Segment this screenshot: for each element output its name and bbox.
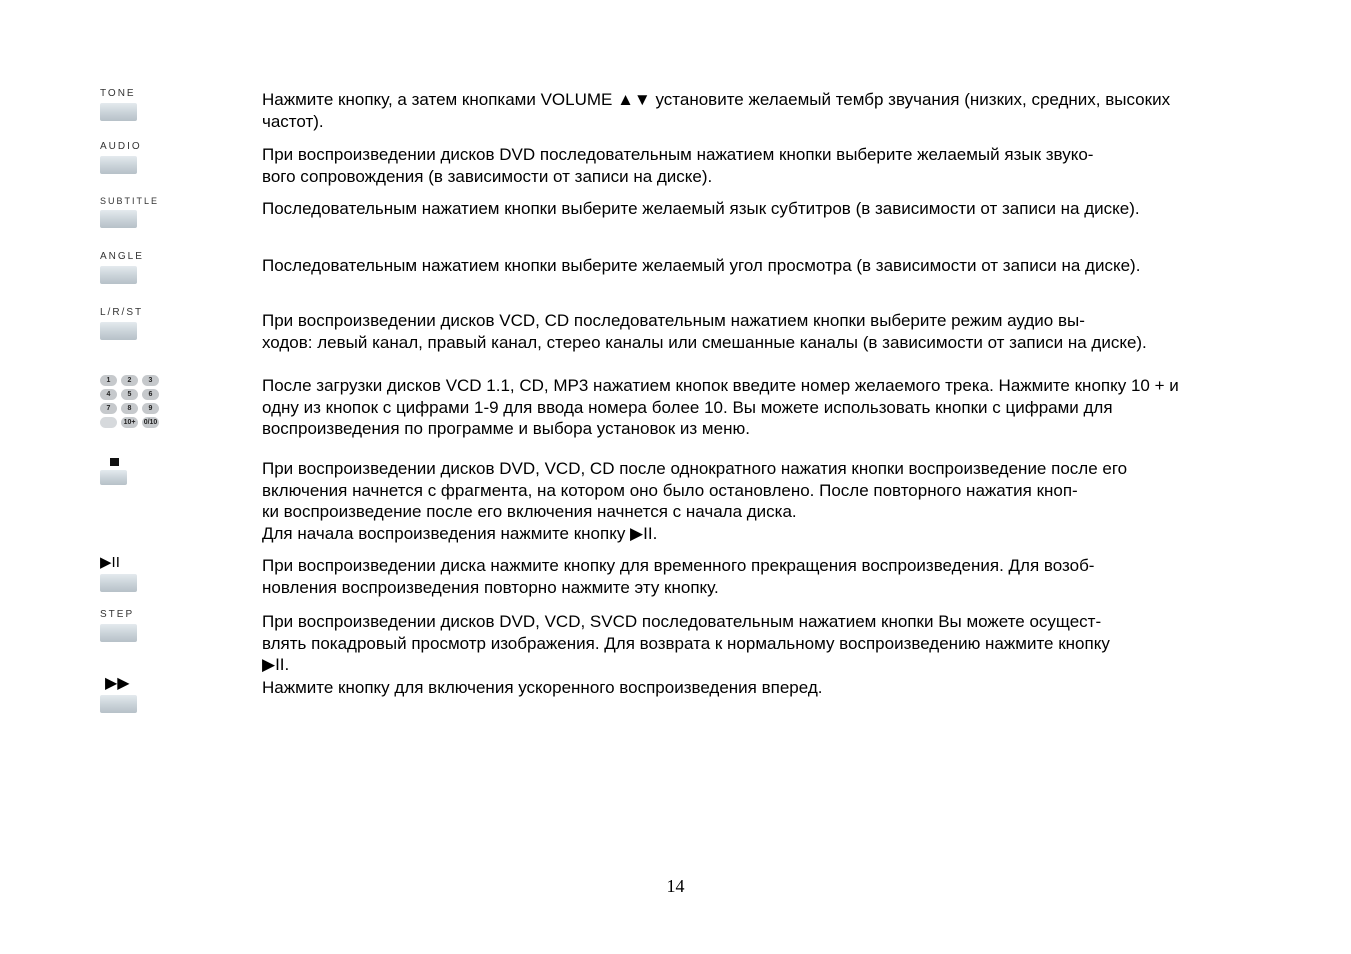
- angle-key-icon: [100, 266, 137, 284]
- key-0-10-icon: 0/10: [143, 419, 158, 426]
- step-description: При воспроизведении дисков DVD, VCD, SVCD последовательным нажатием кнопки Вы можете осущест- влять покадровый просмотр изображения. Для возврата к нормальному воспроизведению нажмите кнопку ▶II.: [262, 612, 1110, 674]
- page-number: 14: [666, 876, 685, 896]
- numeric-description: После загрузки дисков VCD 1.1, CD, MP3 нажатием кнопок введите номер желаемого трека. Нажмите кнопку 10 + и одну из кнопок с цифрами 1-9 для ввода номера более 10. Вы можете использовать кнопки с цифрами для воспроизведения по программе и выбора установок из меню.: [262, 376, 1179, 438]
- stop-icon: [110, 458, 119, 466]
- step-button-icon: [100, 609, 137, 642]
- lrst-caption: L/R/ST: [100, 307, 144, 318]
- key-3-icon: 3: [142, 375, 159, 386]
- key-2-icon: 2: [121, 375, 138, 386]
- play-pause-description: При воспроизведении диска нажмите кнопку для временного прекращения воспроизведения. Для возоб- новления воспроизведения повторно нажмите эту кнопку.: [262, 556, 1095, 597]
- lrst-key-icon: [100, 322, 137, 340]
- play-pause-icon: ▶II: [100, 554, 120, 571]
- step-key-icon: [100, 624, 137, 642]
- stop-button-icon: [100, 458, 127, 485]
- fast-forward-button-icon: [100, 676, 137, 713]
- numeric-keypad-icon: [100, 375, 162, 428]
- angle-description: Последовательным нажатием кнопки выберите желаемый угол просмотра (в зависимости от записи на диске).: [262, 256, 1141, 275]
- audio-button-icon: [100, 141, 142, 174]
- fast-forward-icon: ▶▶: [105, 675, 130, 692]
- key-8-icon: 8: [121, 403, 138, 414]
- subtitle-key-icon: [100, 210, 137, 228]
- key-7-icon: 7: [100, 403, 117, 414]
- tone-description: Нажмите кнопку, а затем кнопками VOLUME ▲▼ установите желаемый тембр звучания (низких, средних, высоких частот).: [262, 90, 1171, 131]
- key-blank-icon: [100, 417, 117, 428]
- angle-button-icon: [100, 251, 144, 284]
- lrst-description: При воспроизведении дисков VCD, CD последовательным нажатием кнопки выберите режим аудио вы- ходов: левый канал, правый канал, стерео каналы или смешанные каналы (в зависимости от записи на диске).: [262, 311, 1147, 352]
- fast-forward-key-icon: [100, 695, 137, 713]
- key-1-icon: 1: [100, 375, 117, 386]
- stop-key-icon: [100, 470, 127, 485]
- tone-key-icon: [100, 103, 137, 121]
- key-5-icon: 5: [121, 389, 138, 400]
- key-6-icon: 6: [142, 389, 159, 400]
- step-caption: STEP: [100, 609, 135, 620]
- subtitle-button-icon: [100, 195, 159, 228]
- key-10plus-icon: 10+: [121, 417, 138, 428]
- stop-description: При воспроизведении дисков DVD, VCD, CD после однократного нажатия кнопки воспроизведение после его включения начнется с фрагмента, на котором оно было остановлено. После повторного нажатия кноп- ки воспроизведение после его включения начнется с начала диска. Для начала воспроизведения нажмите кнопку ▶II.: [262, 459, 1128, 543]
- play-pause-button-icon: [100, 555, 137, 592]
- subtitle-description: Последовательным нажатием кнопки выберите желаемый язык субтитров (в зависимости от записи на диске).: [262, 199, 1140, 218]
- lrst-button-icon: [100, 307, 143, 340]
- tone-button-icon: [100, 88, 137, 121]
- key-9-icon: 9: [142, 403, 159, 414]
- subtitle-caption: SUBTITLE: [100, 196, 160, 206]
- audio-key-icon: [100, 156, 137, 174]
- fast-forward-description: Нажмите кнопку для включения ускоренного воспроизведения вперед.: [262, 678, 823, 697]
- audio-description: При воспроизведении дисков DVD последовательным нажатием кнопки выберите желаемый язык звуко- вого сопровождения (в зависимости от записи на диске).: [262, 145, 1094, 186]
- audio-caption: AUDIO: [100, 141, 142, 152]
- tone-caption: TONE: [100, 88, 136, 99]
- angle-caption: ANGLE: [100, 251, 144, 262]
- play-pause-key-icon: [100, 574, 137, 592]
- key-4-icon: 4: [100, 389, 117, 400]
